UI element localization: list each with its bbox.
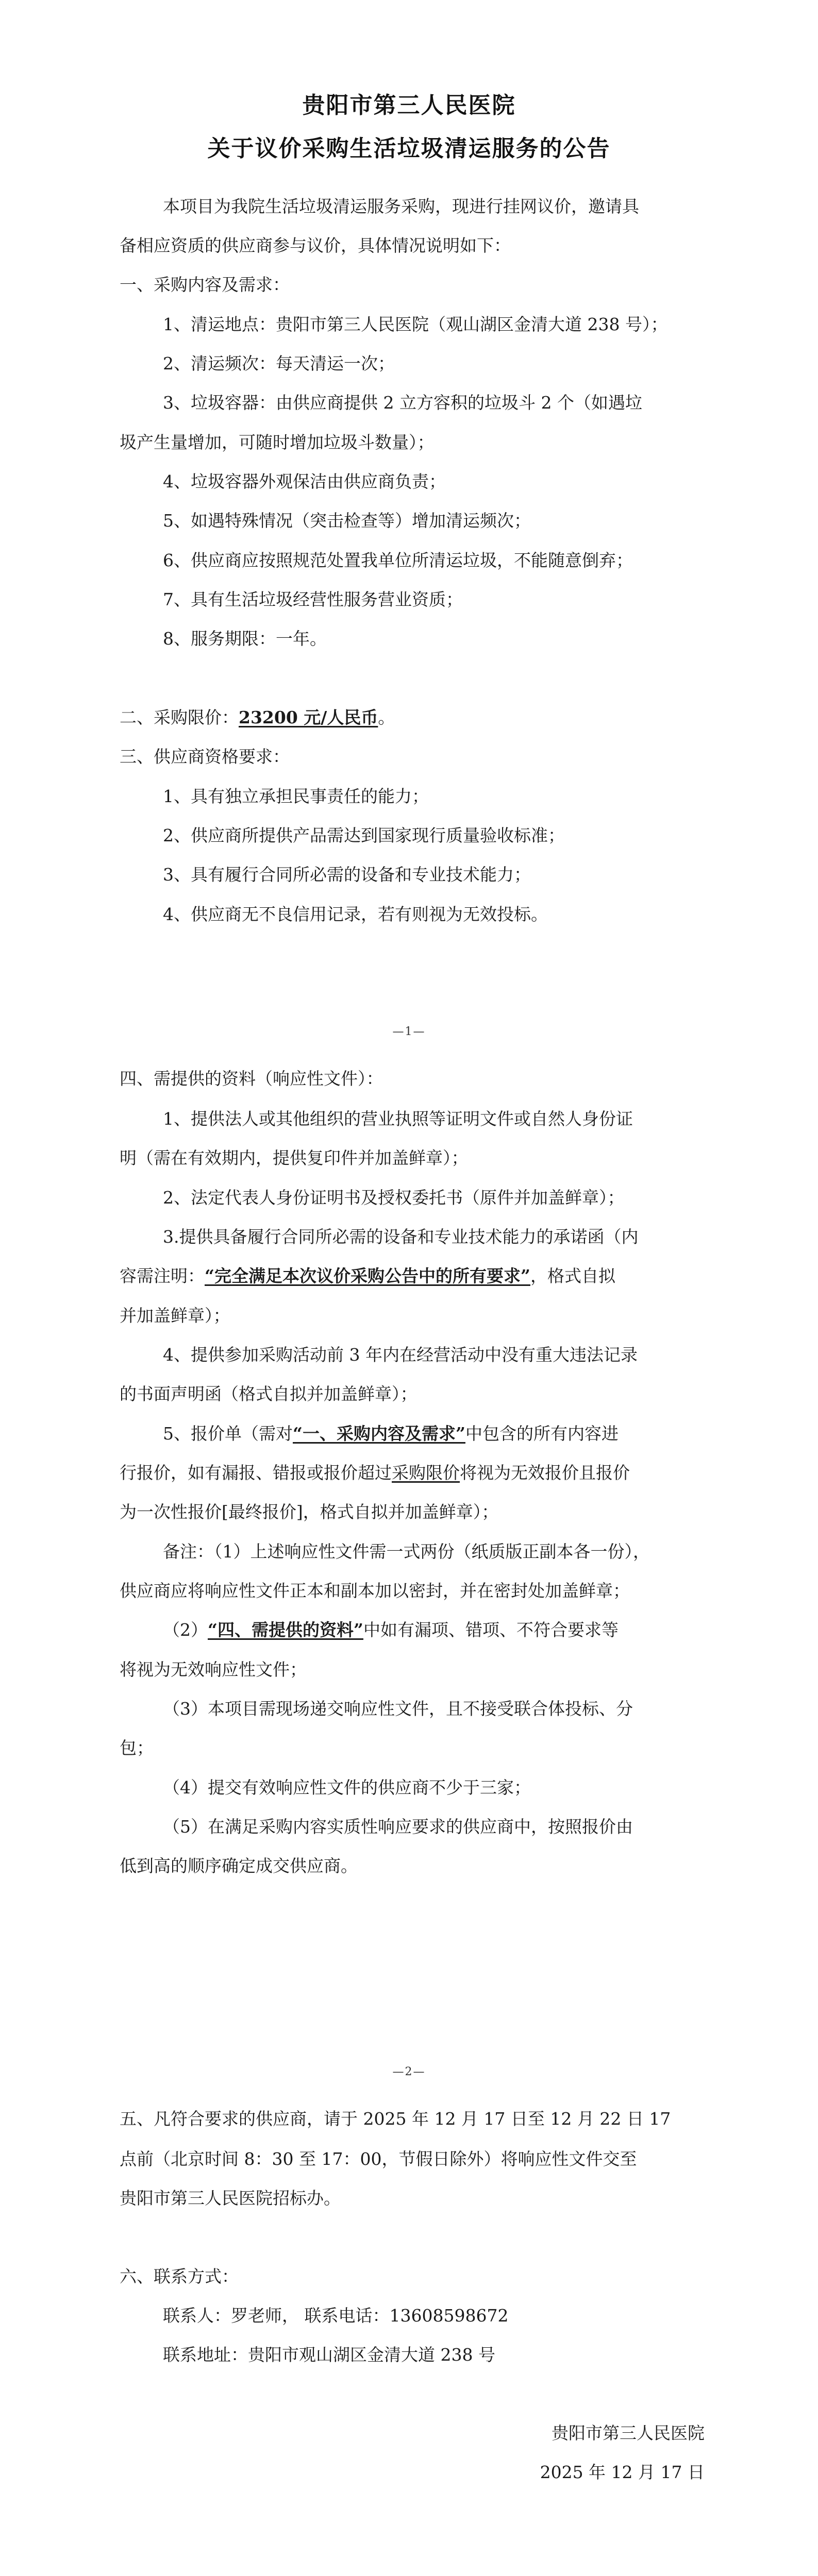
section-5-line: 点前（北京时间 8：30 至 17：00，节假日除外）将响应性文件交至 bbox=[120, 2149, 637, 2169]
title-hospital: 贵阳市第三人民医院 bbox=[302, 92, 516, 118]
note-line: 供应商应将响应性文件正本和副本加以密封，并在密封处加盖鲜章； bbox=[120, 1581, 630, 1601]
intro-line: 本项目为我院生活垃圾清运服务采购，现进行挂网议价，邀请具 bbox=[163, 196, 639, 216]
section-4-heading: 四、需提供的资料（响应性文件）： bbox=[120, 1069, 383, 1089]
section-1-item: 5、如遇特殊情况（突击检查等）增加清运频次； bbox=[163, 511, 531, 531]
note-line: （3）本项目需现场递交响应性文件，且不接受联合体投标、分 bbox=[163, 1699, 633, 1719]
signature-date: 2025 年 12 月 17 日 bbox=[540, 2462, 705, 2482]
page-3 bbox=[0, 2080, 818, 2576]
section-1-item: 6、供应商应按照规范处置我单位所清运垃圾，不能随意倒弃； bbox=[163, 550, 633, 570]
section-5-line: 五、凡符合要求的供应商，请于 2025 年 12 月 17 日至 12 月 22 日 17 bbox=[120, 2109, 671, 2129]
section-5-line: 贵阳市第三人民医院招标办。 bbox=[120, 2188, 341, 2208]
section-3-item: 2、供应商所提供产品需达到国家现行质量验收标准； bbox=[163, 825, 565, 845]
section-1-item: 1、清运地点：贵阳市第三人民医院（观山湖区金清大道 238 号）； bbox=[163, 314, 668, 334]
section-4-item: 行报价，如有漏报、错报或报价超过采购限价将视为无效报价且报价 bbox=[120, 1463, 630, 1483]
page-1 bbox=[0, 0, 818, 1040]
section-4-item: 明（需在有效期内，提供复印件并加盖鲜章）； bbox=[120, 1148, 469, 1168]
price-suffix: 。 bbox=[378, 707, 395, 727]
section-1-item: 3、垃圾容器：由供应商提供 2 立方容积的垃圾斗 2 个（如遇垃 bbox=[163, 393, 642, 413]
emphasis-requirement: “完全满足本次议价采购公告中的所有要求” bbox=[205, 1266, 530, 1286]
note-line: （5）在满足采购内容实质性响应要求的供应商中，按照报价由 bbox=[163, 1817, 633, 1837]
note-line: 备注：（1）上述响应性文件需一式两份（纸质版正副本各一份）， bbox=[163, 1541, 650, 1562]
page-number: —2— bbox=[392, 2065, 426, 2078]
contact-address: 联系地址：贵阳市观山湖区金清大道 238 号 bbox=[163, 2345, 495, 2365]
section-4-item: 1、提供法人或其他组织的营业执照等证明文件或自然人身份证 bbox=[163, 1109, 633, 1129]
note-line: （2）“四、需提供的资料”中如有漏项、错项、不符合要求等 bbox=[163, 1620, 619, 1640]
section-3-item: 3、具有履行合同所必需的设备和专业技术能力； bbox=[163, 865, 531, 885]
section-1-item: 8、服务期限：一年。 bbox=[163, 629, 327, 649]
section-4-item: 5、报价单（需对“一、采购内容及需求”中包含的所有内容进 bbox=[163, 1423, 619, 1444]
price-label: 二、采购限价： bbox=[120, 707, 239, 727]
intro-line: 备相应资质的供应商参与议价，具体情况说明如下： bbox=[120, 235, 511, 256]
emphasis-section-4-ref: “四、需提供的资料” bbox=[208, 1620, 363, 1640]
section-1-item: 2、清运频次：每天清运一次； bbox=[163, 353, 395, 374]
note-line: 低到高的顺序确定成交供应商。 bbox=[120, 1856, 358, 1876]
section-4-item: 为一次性报价[最终报价]，格式自拟并加盖鲜章）； bbox=[120, 1502, 499, 1522]
section-4-item: 的书面声明函（格式自拟并加盖鲜章）； bbox=[120, 1384, 418, 1404]
note-line: （4）提交有效响应性文件的供应商不少于三家； bbox=[163, 1777, 531, 1798]
section-1-item: 4、垃圾容器外观保洁由供应商负责； bbox=[163, 471, 446, 492]
page-number: —1— bbox=[392, 1025, 426, 1038]
section-1-item: 7、具有生活垃圾经营性服务营业资质； bbox=[163, 589, 463, 609]
title-announcement: 关于议价采购生活垃圾清运服务的公告 bbox=[207, 135, 611, 162]
section-1-item: 圾产生量增加，可随时增加垃圾斗数量）； bbox=[120, 432, 435, 452]
signature-org: 贵阳市第三人民医院 bbox=[552, 2423, 705, 2443]
section-3-item: 4、供应商无不良信用记录，若有则视为无效投标。 bbox=[163, 904, 548, 924]
emphasis-price-limit: 采购限价 bbox=[392, 1463, 460, 1483]
note-line: 包； bbox=[120, 1738, 154, 1758]
section-2-price-line bbox=[120, 706, 395, 730]
section-3-heading: 三、供应商资格要求： bbox=[120, 747, 290, 767]
section-4-item: 容需注明：“完全满足本次议价采购公告中的所有要求”，格式自拟 bbox=[120, 1266, 615, 1286]
section-6-heading: 六、联系方式： bbox=[120, 2266, 239, 2286]
price-value: 23200 元/人民币 bbox=[239, 707, 378, 727]
page-2 bbox=[0, 1040, 818, 2080]
section-4-item: 3.提供具备履行合同所必需的设备和专业技术能力的承诺函（内 bbox=[163, 1227, 639, 1247]
section-4-item: 2、法定代表人身份证明书及授权委托书（原件并加盖鲜章）； bbox=[163, 1188, 625, 1208]
section-4-item: 并加盖鲜章）； bbox=[120, 1306, 230, 1326]
section-4-item: 4、提供参加采购活动前 3 年内在经营活动中没有重大违法记录 bbox=[163, 1345, 638, 1365]
note-line: 将视为无效响应性文件； bbox=[120, 1659, 307, 1680]
contact-person: 联系人：罗老师， 联系电话：13608598672 bbox=[163, 2306, 509, 2326]
emphasis-section-1-ref: “一、采购内容及需求” bbox=[293, 1423, 465, 1444]
section-1-heading: 一、采购内容及需求： bbox=[120, 275, 290, 295]
section-3-item: 1、具有独立承担民事责任的能力； bbox=[163, 786, 429, 806]
